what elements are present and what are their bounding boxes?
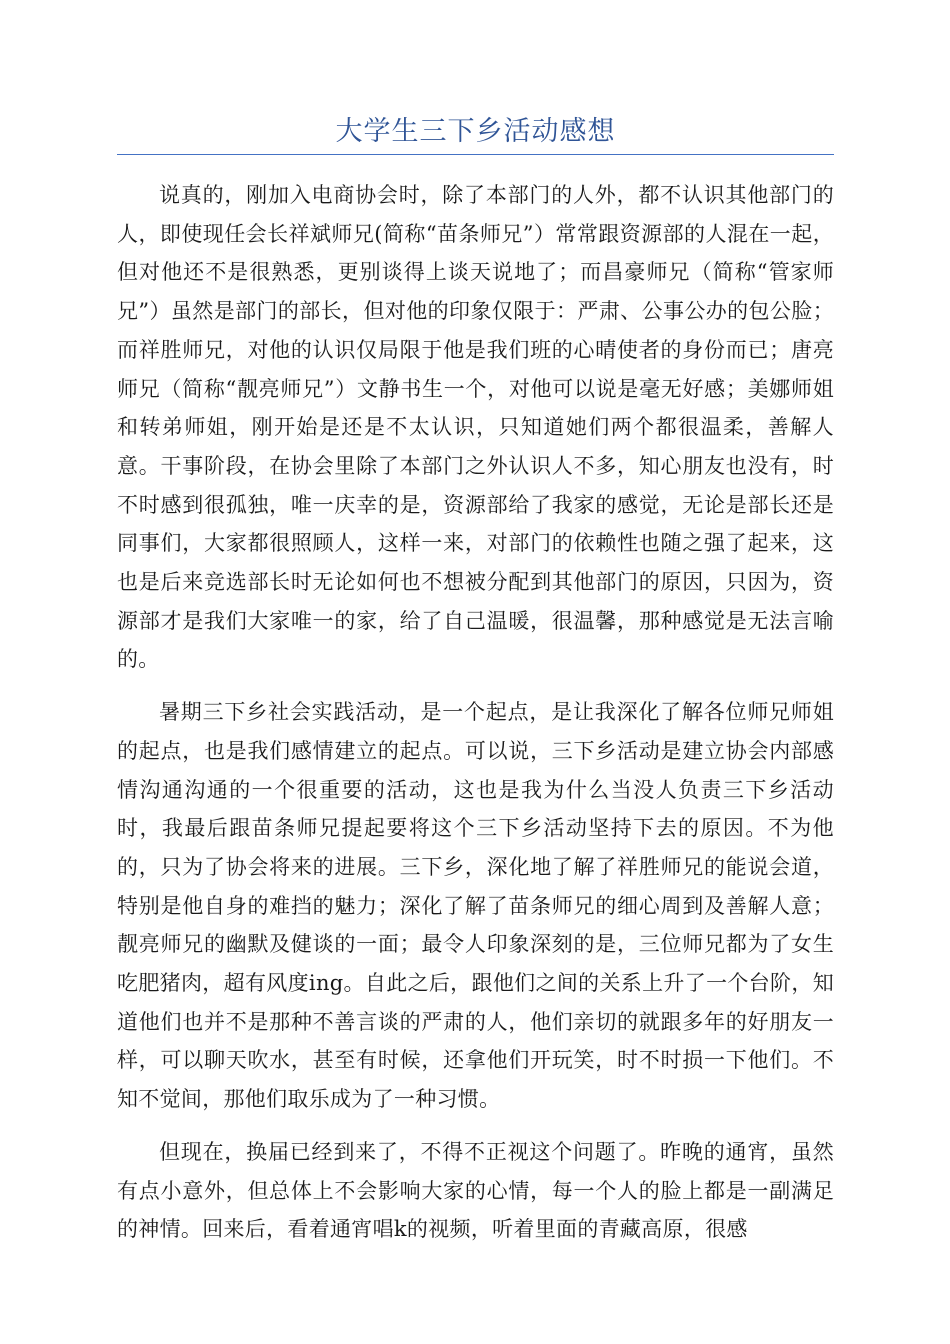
paragraph: 但现在，换届已经到来了，不得不正视这个问题了。昨晚的通宵，虽然有点小意外，但总体上不会影响大家的心情，每一个人的脸上都是一副满足的神情。回来后，看着通宵唱k的视频，听着里面的青藏高原，很感 — [117, 1139, 834, 1242]
document-body — [117, 176, 834, 1263]
document-title: 大学生三下乡活动感想 — [335, 116, 616, 147]
paragraph: 暑期三下乡社会实践活动，是一个起点，是让我深化了解各位师兄师姐的起点，也是我们感情建立的起点。可以说，三下乡活动是建立协会内部感情沟通沟通的一个很重要的活动，这也是我为什么当没人负责三下乡活动时，我最后跟苗条师兄提起要将这个三下乡活动坚持下去的原因。不为他的，只为了协会将来的进展。三下乡，深化地了解了祥胜师兄的能说会道，特别是他自身的难挡的魅力；深化了解了苗条师兄的细心周到及善解人意；靓亮师兄的幽默及健谈的一面；最令人印象深刻的是，三位师兄都为了女生吃肥猪肉，超有风度ing。自此之后，跟他们之间的关系上升了一个台阶，知道他们也并不是那种不善言谈的严肃的人，他们亲切的就跟多年的好朋友一样，可以聊天吹水，甚至有时候，还拿他们开玩笑，时不时损一下他们。不知不觉间，那他们取乐成为了一种习惯。 — [117, 700, 834, 1112]
paragraph: 说真的，刚加入电商协会时，除了本部门的人外，都不认识其他部门的人，即使现任会长祥斌师兄(简称“苗条师兄”）常常跟资源部的人混在一起，但对他还不是很熟悉，更别谈得上谈天说地了；而昌豪师兄（简称“管家师兄”）虽然是部门的部长，但对他的印象仅限于：严肃、公事公办的包公脸；而祥胜师兄，对他的认识仅局限于他是我们班的心晴使者的身份而已；唐亮师兄（简称“靓亮师兄”）文静书生一个，对他可以说是毫无好感；美娜师姐和转弟师姐，刚开始是还是不太认识，只知道她们两个都很温柔，善解人意。干事阶段，在协会里除了本部门之外认识人不多，知心朋友也没有，时不时感到很孤独，唯一庆幸的是，资源部给了我家的感觉，无论是部长还是同事们，大家都很照顾人，这样一来，对部门的依赖性也随之强了起来，这也是后来竞选部长时无论如何也不想被分配到其他部门的原因，只因为，资源部才是我们大家唯一的家，给了自己温暖，很温馨，那种感觉是无法言喻的。 — [117, 183, 834, 672]
title-underline — [117, 154, 834, 155]
